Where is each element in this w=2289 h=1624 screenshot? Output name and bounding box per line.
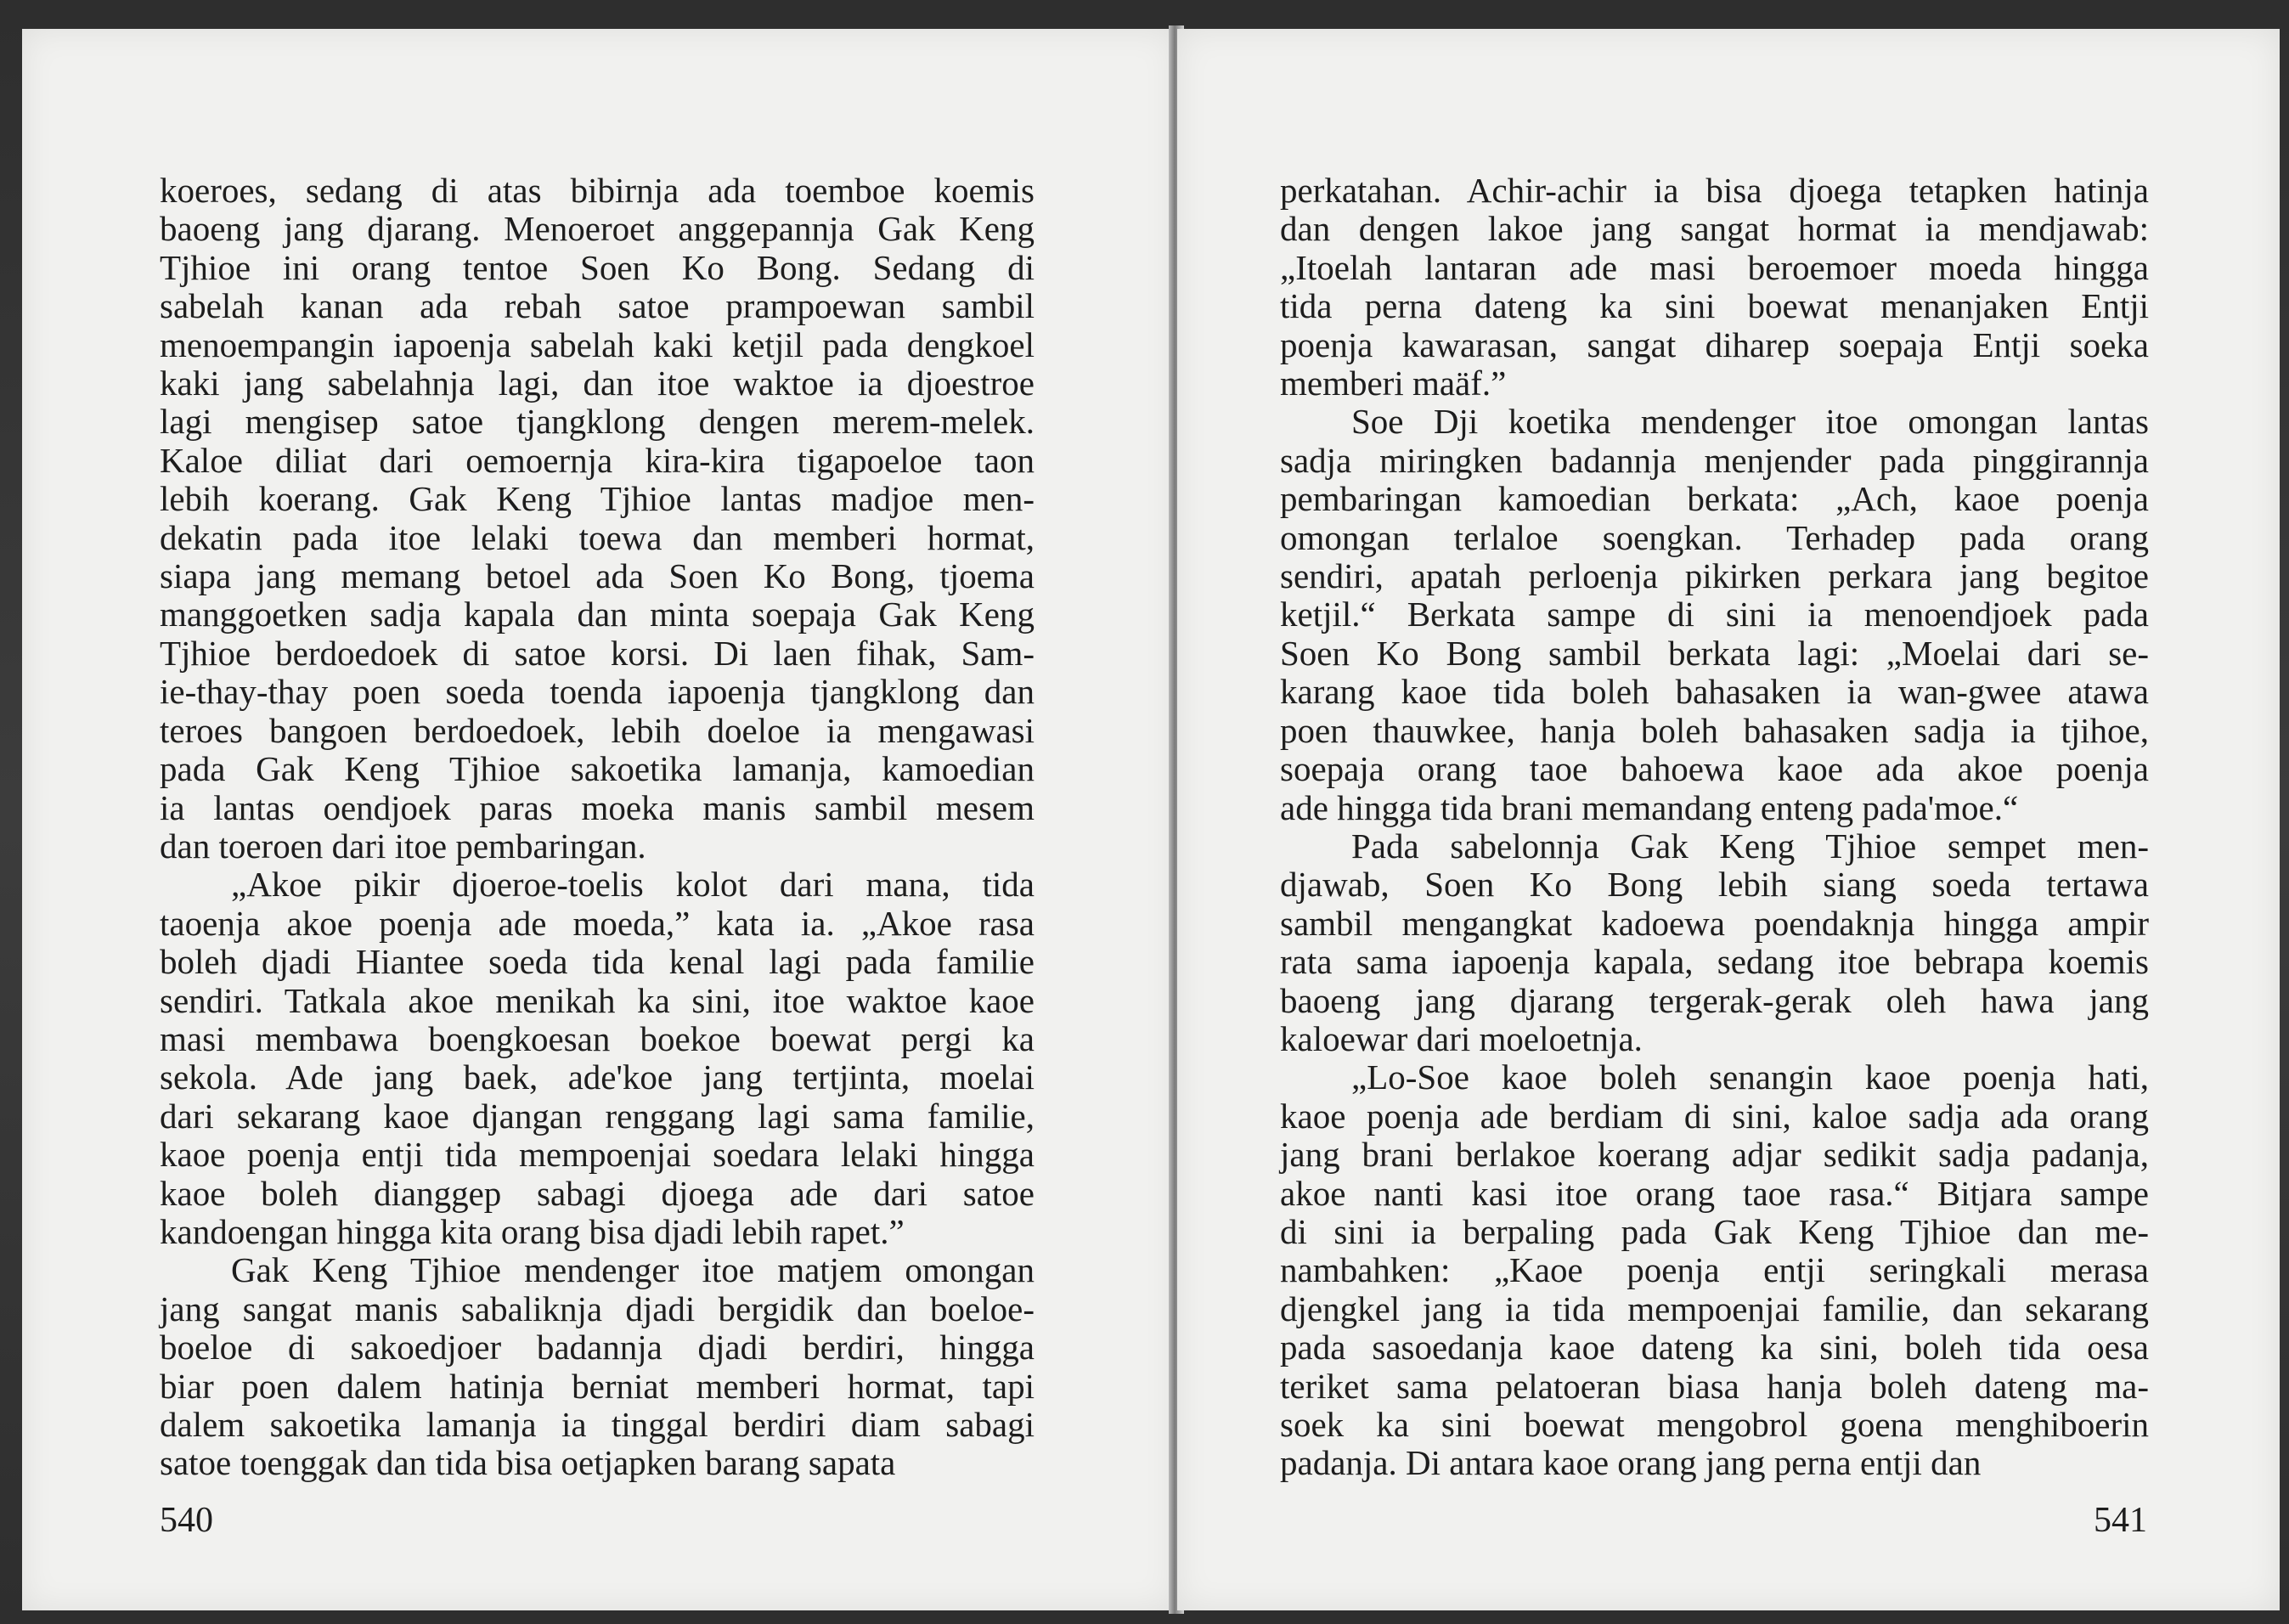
left-page [22,29,1177,1610]
text-line: kaloewar dari moeloetnja. [1280,1018,1643,1058]
right-page-text [1280,172,2149,1483]
text-line: nambahken: „Kaoe poenja entji seringkali merasa [1280,1250,2149,1290]
text-line: pada sasoedanja kaoe dateng ka sini, boleh tida oesa [1280,1328,2149,1367]
text-line: „Lo-Soe kaoe boleh senangin kaoe poenja hati, [1351,1057,2149,1097]
text-line: masi membawa boengkoesan boekoe boewat pergi ka [160,1018,1035,1058]
text-line: padanja. Di antara kaoe orang jang perna entji dan [1280,1443,1982,1483]
text-line: kandoengan hingga kita orang bisa djadi lebih rapet.” [160,1211,905,1251]
text-line: koeroes, sedang di atas bibirnja ada toemboe koemis [160,171,1035,210]
text-line: teriket sama pelatoeran biasa hanja boleh dateng ma- [1280,1366,2149,1406]
text-line: sekola. Ade jang baek, ade'koe jang tertjinta, moelai [160,1057,1035,1097]
text-line: „Itoelah lantaran ade masi beroemoer moeda hingga [1280,247,2149,287]
text-line: teroes bangoen berdoedoek, lebih doeloe ia mengawasi [160,710,1035,750]
text-line: sambil mengangkat kadoewa poendaknja hingga ampir [1280,903,2149,943]
text-line: dekatin pada itoe lelaki toewa dan memberi hormat, [160,517,1035,557]
text-line: siapa jang memang betoel ada Soen Ko Bong, tjoema [160,556,1035,596]
text-line: kaoe poenja entji tida mempoenjai soedara lelaki hingga [160,1135,1035,1175]
text-line: Pada sabelonnja Gak Keng Tjhioe sempet men- [1351,826,2149,866]
text-line: ie-thay-thay poen soeda toenda iapoenja tjangklong dan [160,672,1035,712]
text-line: baoeng jang djarang. Menoeroet anggepannja Gak Keng [160,209,1035,249]
text-line: Tjhioe berdoedoek di satoe korsi. Di laen fihak, Sam- [160,633,1035,673]
text-line: poen thauwkee, hanja boleh bahasaken sadja ia tjihoe, [1280,710,2149,750]
text-line: boleh djadi Hiantee soeda tida kenal lagi pada familie [160,942,1035,982]
text-line: di sini ia berpaling pada Gak Keng Tjhioe dan me- [1280,1211,2149,1251]
text-line: omongan terlaloe soengkan. Terhadep pada orang [1280,517,2149,557]
text-line: ade hingga tida brani memandang enteng pada'moe.“ [1280,787,2019,827]
text-line: perkatahan. Achir-achir ia bisa djoega tetapken hatinja [1280,171,2149,210]
text-line: baoeng jang djarang tergerak-gerak oleh hawa jang [1280,980,2149,1020]
text-line: dari sekarang kaoe djangan renggang lagi sama familie, [160,1096,1035,1136]
text-line: soepaja orang taoe bahoewa kaoe ada akoe poenja [1280,749,2149,789]
text-line: menoempangin iapoenja sabelah kaki ketjil pada dengkoel [160,324,1035,364]
right-page [1177,29,2280,1610]
text-line: pada Gak Keng Tjhioe sakoetika lamanja, kamoedian [160,749,1035,789]
text-line: sendiri, apatah perloenja pikirken perkara jang begitoe [1280,556,2149,596]
text-line: sabelah kanan ada rebah satoe prampoewan sambil [160,286,1035,326]
text-line: karang kaoe tida boleh bahasaken ia wan-gwee atawa [1280,672,2149,712]
text-line: dan toeroen dari itoe pembaringan. [160,826,646,866]
text-line: djawab, Soen Ko Bong lebih siang soeda tertawa [1280,865,2149,905]
text-line: dalem sakoetika lamanja ia tinggal berdiri diam sabagi [160,1405,1035,1444]
text-line: Soen Ko Bong sambil berkata lagi: „Moelai dari se- [1280,633,2149,673]
text-line: jang brani berlakoe koerang adjar sedikit sadja padanja, [1280,1135,2149,1175]
text-line: Tjhioe ini orang tentoe Soen Ko Bong. Sedang di [160,247,1035,287]
text-line: kaoe poenja ade berdiam di sini, kaloe sadja ada orang [1280,1096,2149,1136]
text-line: boeloe di sakoedjoer badannja djadi berdiri, hingga [160,1328,1035,1367]
left-page-text [160,172,1035,1483]
text-line: Soe Dji koetika mendenger itoe omongan lantas [1351,402,2149,442]
page-number-right: 541 [2094,1501,2147,1540]
text-line: pembaringan kamoedian berkata: „Ach, kaoe poenja [1280,479,2149,519]
text-line: kaoe boleh dianggep sabagi djoega ade dari satoe [160,1173,1035,1213]
text-line: manggoetken sadja kapala dan minta soepaja Gak Keng [160,595,1035,634]
text-line: lagi mengisep satoe tjangklong dengen merem-melek. [160,402,1035,442]
text-line: taoenja akoe poenja ade moeda,” kata ia. „Akoe rasa [160,903,1035,943]
text-line: sendiri. Tatkala akoe menikah ka sini, itoe waktoe kaoe [160,980,1035,1020]
text-line: ketjil.“ Berkata sampe di sini ia menoendjoek pada [1280,595,2149,634]
text-line: sadja miringken badannja menjender pada pinggirannja [1280,440,2149,480]
text-line: soek ka sini boewat mengobrol goena menghiboerin [1280,1405,2149,1444]
text-line: akoe nanti kasi itoe orang taoe rasa.“ Bitjara sampe [1280,1173,2149,1213]
text-line: tida perna dateng ka sini boewat menanjaken Entji [1280,286,2149,326]
text-line: lebih koerang. Gak Keng Tjhioe lantas madjoe men- [160,479,1035,519]
text-line: satoe toenggak dan tida bisa oetjapken barang sapata [160,1443,896,1483]
page-number-left: 540 [160,1501,213,1540]
text-line: biar poen dalem hatinja berniat memberi hormat, tapi [160,1366,1035,1406]
text-line: rata sama iapoenja kapala, sedang itoe bebrapa koemis [1280,942,2149,982]
text-line: dan dengen lakoe jang sangat hormat ia mendjawab: [1280,209,2149,249]
text-line: Gak Keng Tjhioe mendenger itoe matjem omongan [231,1250,1035,1290]
text-line: Kaloe diliat dari oemoernja kira-kira tigapoeloe taon [160,440,1035,480]
text-line: ia lantas oendjoek paras moeka manis sambil mesem [160,787,1035,827]
text-line: djengkel jang ia tida mempoenjai familie, dan sekarang [1280,1288,2149,1328]
text-line: poenja kawarasan, sangat diharep soepaja Entji soeka [1280,324,2149,364]
text-line: jang sangat manis sabaliknja djadi bergidik dan boeloe- [160,1288,1035,1328]
text-line: „Akoe pikir djoeroe-toelis kolot dari mana, tida [231,865,1035,905]
text-line: kaki jang sabelahnja lagi, dan itoe waktoe ia djoestroe [160,364,1035,403]
text-line: memberi maäf.” [1280,364,1507,403]
